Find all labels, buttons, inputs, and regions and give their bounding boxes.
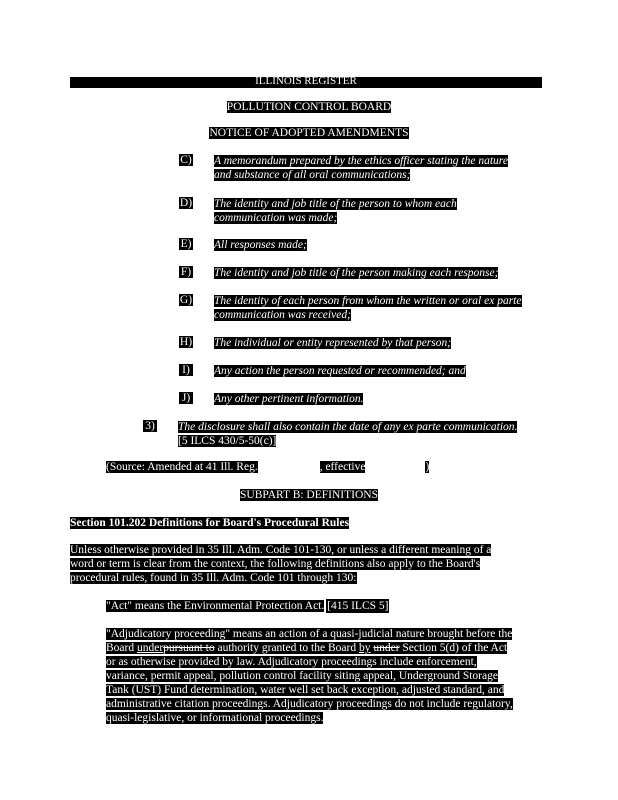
item-line: The individual or entity represented by that person;	[214, 337, 452, 349]
intro-line: Unless otherwise provided in 35 Ill. Adm. Code 101-130, or unless a different meaning of a	[70, 544, 492, 556]
item-label: D)	[179, 197, 193, 209]
act-definition	[106, 599, 388, 613]
list-item	[214, 238, 307, 252]
act-definition-text: "Act" means the Environmental Protection Act.	[106, 600, 325, 612]
adj-line: variance, permit appeal, pollution control facility siting appeal, Underground Storage	[106, 670, 498, 682]
intro-paragraph	[70, 543, 491, 585]
act-citation: [415 ILCS 5]	[327, 600, 389, 612]
item-line: and substance of all oral communications;	[214, 169, 411, 181]
item-label: I)	[179, 364, 193, 376]
section-title: Section 101.202 Definitions for Board's Procedural Rules	[70, 517, 350, 529]
item-line: communication was received;	[214, 309, 351, 321]
list-item	[214, 266, 498, 280]
adj-line: "Adjudicatory proceeding" means an action of a quasi-judicial nature brought before the	[106, 628, 513, 640]
board-line	[0, 100, 618, 114]
item3-text	[178, 420, 517, 448]
item-label: F)	[180, 266, 192, 278]
adj-line: quasi-legislative, or informational proceedings.	[106, 712, 324, 724]
board-name: POLLUTION CONTROL BOARD	[226, 101, 392, 113]
adj-inserted: by	[358, 642, 371, 654]
item-line: A memorandum prepared by the ethics officer stating the nature	[214, 155, 508, 167]
item3-citation: [5 ILCS 430/5-50(c)]	[178, 435, 277, 447]
item-label: E)	[180, 238, 192, 250]
intro-line: word or term is clear from the context, the following definitions also apply to the Board's	[70, 558, 481, 570]
source-suffix: )	[425, 461, 430, 473]
subpart-title: SUBPART B: DEFINITIONS	[240, 489, 378, 501]
adj-text: Board	[106, 642, 137, 654]
adj-inserted: under	[136, 642, 164, 654]
register-title: ILLINOIS REGISTER	[255, 75, 357, 87]
notice-title: NOTICE OF ADOPTED AMENDMENTS	[209, 127, 409, 139]
item3-line1: The disclosure shall also contain the date of any ex parte communication.	[178, 421, 518, 433]
item-label: J)	[179, 392, 193, 404]
item-line: Any action the person requested or recommended; and	[214, 365, 466, 377]
item-label: H)	[179, 336, 193, 348]
list-item	[214, 294, 522, 322]
source-prefix: (Source: Amended at 41 Ill. Reg.	[106, 461, 258, 473]
item-label: G)	[179, 294, 193, 306]
subpart-line	[0, 488, 618, 502]
item-line: communication was made;	[214, 212, 338, 224]
intro-line: procedural rules, found in 35 Ill. Adm. Code 101 through 130:	[70, 572, 357, 584]
list-item	[214, 364, 466, 378]
adj-line: Tank (UST) Fund determination, water well set back exception, adjusted standard, and	[106, 684, 505, 696]
item3-label: 3)	[143, 420, 157, 432]
section-heading	[70, 516, 349, 530]
list-item	[214, 392, 363, 406]
source-effective: , effective	[319, 461, 366, 473]
adj-text: Section 5(d) of the Act	[399, 642, 508, 654]
item-line: The identity and job title of the person making each response;	[214, 267, 499, 279]
adj-text: authority granted to the Board	[214, 642, 359, 654]
list-item	[214, 154, 508, 182]
item-line: The identity of each person from whom the written or oral ex parte	[214, 295, 522, 307]
item-label: C)	[180, 154, 192, 166]
item-line: The identity and job title of the person to whom each	[214, 198, 457, 210]
list-item	[214, 336, 451, 350]
item-line: Any other pertinent information.	[214, 393, 364, 405]
adj-line: or as otherwise provided by law. Adjudicatory proceedings include enforcement,	[106, 656, 477, 668]
list-item	[214, 197, 457, 225]
item-line: All responses made;	[214, 239, 307, 251]
source-note	[106, 460, 429, 474]
register-header-bar	[70, 77, 542, 88]
adjudicatory-definition	[106, 627, 513, 725]
adj-line: administrative citation proceedings. Adjudicatory proceedings do not include regulatory,	[106, 698, 513, 710]
adj-deleted: pursuant to	[163, 642, 215, 654]
adj-deleted: under	[373, 642, 400, 654]
notice-line	[0, 126, 618, 140]
